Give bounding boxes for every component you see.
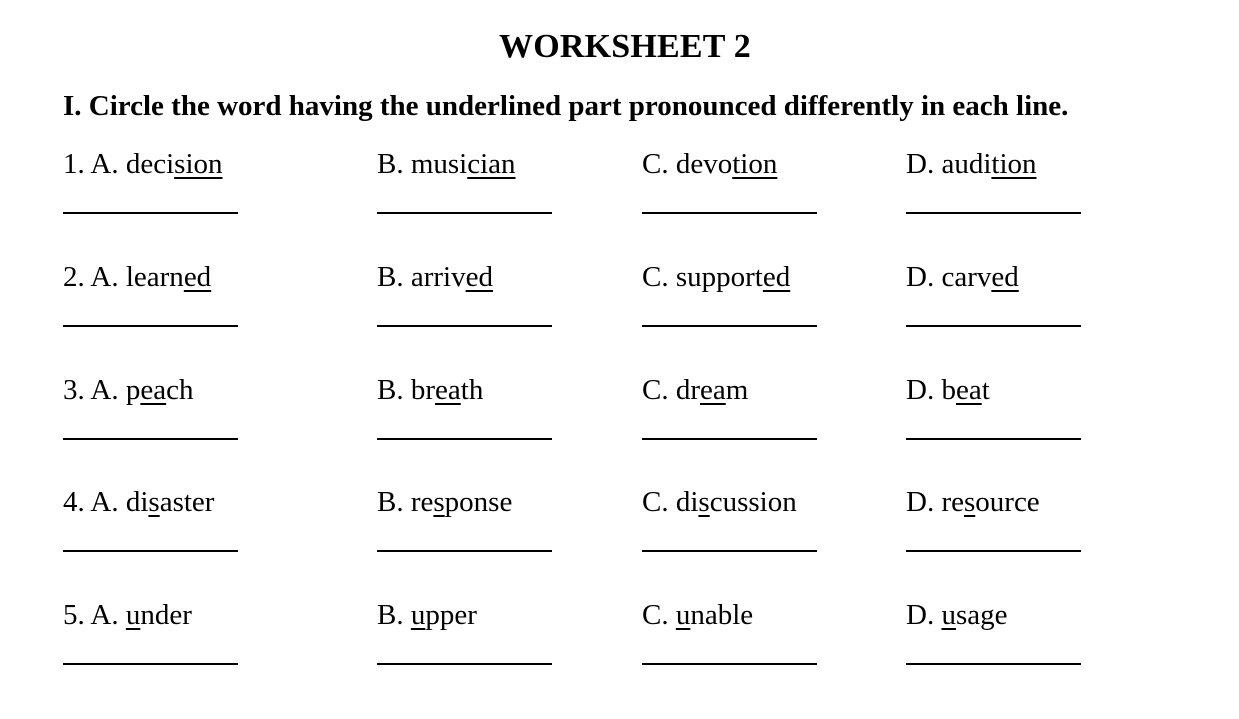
option-5d[interactable]: D. usage — [906, 599, 1008, 631]
answer-blank-3b[interactable] — [377, 438, 552, 440]
answer-blank-1a[interactable] — [63, 212, 238, 214]
underlined-part: ea — [955, 374, 982, 406]
instruction-text: I. Circle the word having the underlined part pronounced differently in each line. — [63, 90, 1069, 122]
option-1d[interactable]: D. audition — [906, 148, 1037, 180]
answer-blank-4a[interactable] — [63, 550, 238, 552]
question-row-1 — [0, 144, 1239, 256]
answer-blank-2b[interactable] — [377, 325, 552, 327]
worksheet-title: WORKSHEET 2 — [499, 28, 751, 65]
option-4a[interactable]: 4. A. disaster — [63, 486, 215, 518]
answer-blank-5a[interactable] — [63, 663, 238, 665]
option-3c[interactable]: C. dream — [642, 374, 749, 406]
answer-blank-3d[interactable] — [906, 438, 1081, 440]
underlined-part: cian — [467, 148, 516, 180]
option-1a[interactable]: 1. A. decision — [63, 148, 223, 180]
question-row-5 — [0, 595, 1239, 707]
question-row-2 — [0, 257, 1239, 369]
answer-blank-5c[interactable] — [642, 663, 817, 665]
option-3d[interactable]: D. beat — [906, 374, 990, 406]
underlined-part: u — [941, 599, 956, 631]
underlined-part: ed — [762, 261, 791, 293]
option-1c[interactable]: C. devotion — [642, 148, 778, 180]
answer-blank-1d[interactable] — [906, 212, 1081, 214]
answer-blank-2d[interactable] — [906, 325, 1081, 327]
underlined-part: tion — [991, 148, 1037, 180]
underlined-part: s — [698, 486, 710, 518]
question-row-4 — [0, 482, 1239, 594]
underlined-part: ed — [183, 261, 212, 293]
option-4d[interactable]: D. resource — [906, 486, 1040, 518]
option-5c[interactable]: C. unable — [642, 599, 754, 631]
underlined-part: ed — [465, 261, 493, 293]
option-3a[interactable]: 3. A. peach — [63, 374, 194, 406]
option-5a[interactable]: 5. A. under — [63, 599, 192, 631]
answer-blank-2c[interactable] — [642, 325, 817, 327]
underlined-part: ea — [140, 374, 167, 406]
option-2a[interactable]: 2. A. learned — [63, 261, 212, 293]
option-4c[interactable]: C. discussion — [642, 486, 797, 518]
answer-blank-5b[interactable] — [377, 663, 552, 665]
underlined-part: tion — [732, 148, 778, 180]
answer-blank-4d[interactable] — [906, 550, 1081, 552]
answer-blank-1c[interactable] — [642, 212, 817, 214]
answer-blank-5d[interactable] — [906, 663, 1081, 665]
underlined-part: sion — [174, 148, 223, 180]
option-2d[interactable]: D. carved — [906, 261, 1019, 293]
answer-blank-3c[interactable] — [642, 438, 817, 440]
underlined-part: u — [410, 599, 426, 631]
answer-blank-4b[interactable] — [377, 550, 552, 552]
underlined-part: s — [433, 486, 445, 518]
underlined-part: ea — [435, 374, 461, 406]
underlined-part: ea — [700, 374, 726, 406]
answer-blank-4c[interactable] — [642, 550, 817, 552]
option-2b[interactable]: B. arrived — [377, 261, 493, 293]
option-3b[interactable]: B. breath — [377, 374, 484, 406]
option-2c[interactable]: C. supported — [642, 261, 791, 293]
underlined-part: s — [963, 486, 976, 518]
answer-blank-1b[interactable] — [377, 212, 552, 214]
question-row-3 — [0, 370, 1239, 482]
answer-blank-3a[interactable] — [63, 438, 238, 440]
option-1b[interactable]: B. musician — [377, 148, 516, 180]
underlined-part: s — [148, 486, 160, 518]
underlined-part: ed — [991, 261, 1019, 293]
option-5b[interactable]: B. upper — [377, 599, 477, 631]
underlined-part: u — [125, 599, 141, 631]
underlined-part: u — [675, 599, 691, 631]
option-4b[interactable]: B. response — [377, 486, 513, 518]
answer-blank-2a[interactable] — [63, 325, 238, 327]
